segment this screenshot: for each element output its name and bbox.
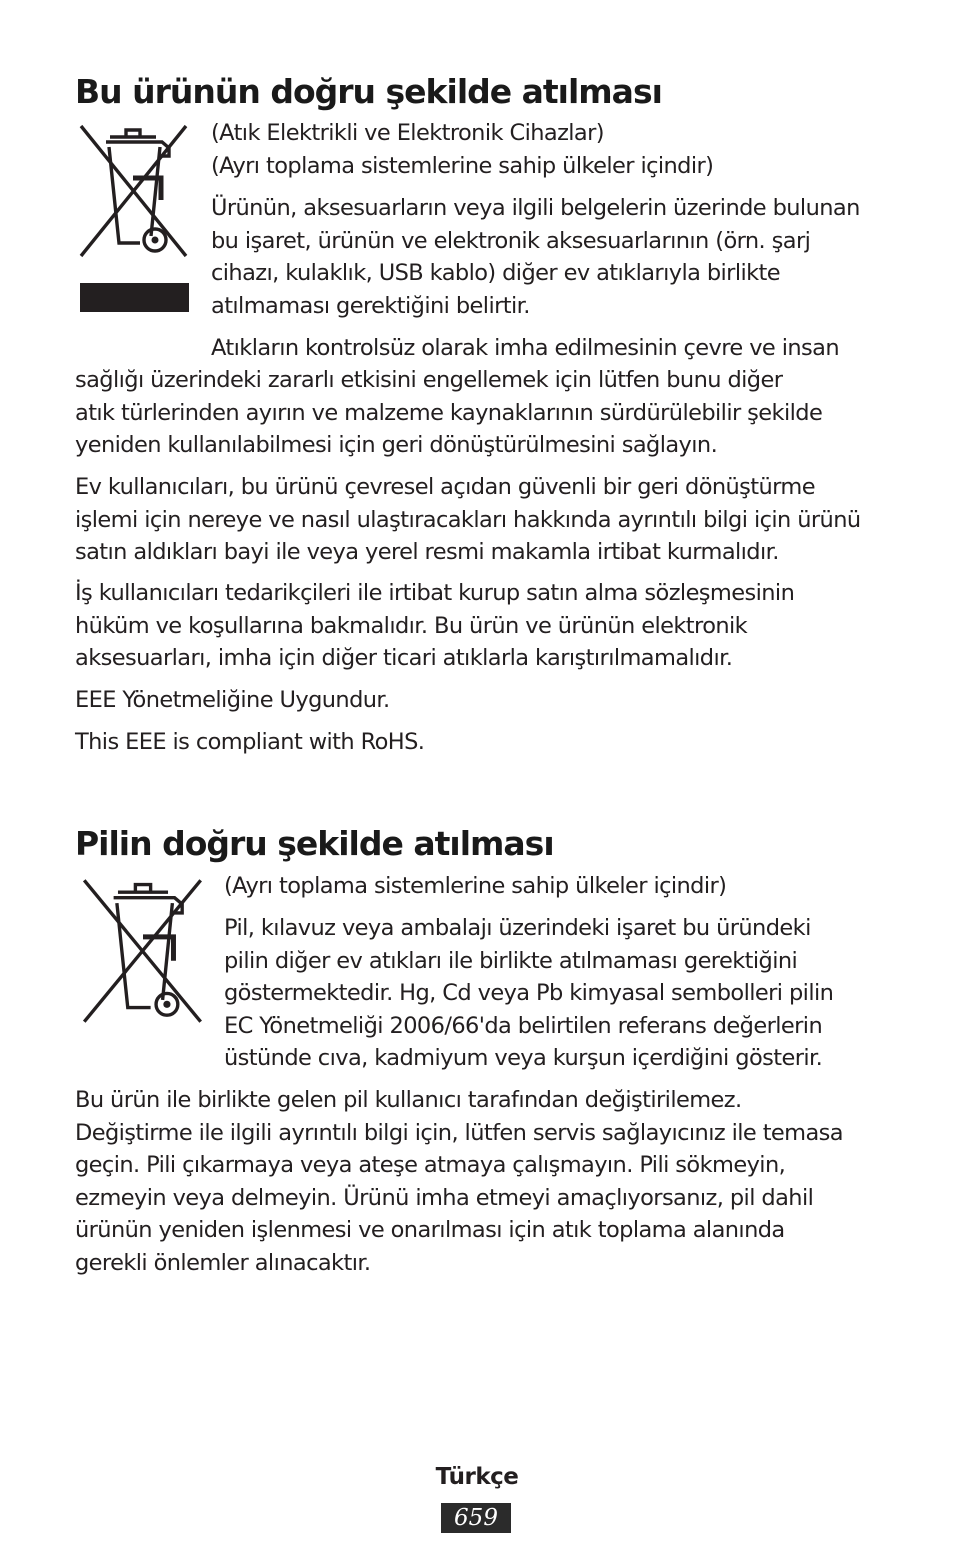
page-number-badge: 659 bbox=[441, 1503, 511, 1533]
weee-paragraph-3: İş kullanıcıları tedarikçileri ile irtibat kurup satın alma sözleşmesinin hüküm ve koşullarına bakmalıdır. Bu ürün ve ürünün elektronik aksesuarları, imha için diğer ticari atıklarla karıştırılmamalıdır. bbox=[75, 580, 795, 671]
footer-language-label: Türkçe bbox=[435, 1464, 519, 1490]
weee-paragraph-2: Ev kullanıcıları, bu ürünü çevresel açıdan güvenli bir geri dönüştürme işlemi için nereye ve nasıl ulaştıracakları hakkında ayrıntılı bilgi için ürünü satın aldıkları bayi ile veya yerel resmi makamla irtibat kurmalıdır. bbox=[75, 474, 861, 565]
battery-paragraph-1: Bu ürün ile birlikte gelen pil kullanıcı tarafından değiştirilemez. Değiştirme ile ilgili ayrıntılı bilgi için, lütfen servis sağlayıcınız ile temasa geçin. Pili çıkarmaya veya ateşe atmaya çalışmayın. Pili sökmeyin, ezmeyin veya delmeyin. Ürünü imha etmeyi amaçlıyorsanız, pil dahil ürünün yeniden işlenmesi ve onarılması için atık toplama alanında gerekli önlemler alınacaktır. bbox=[75, 1087, 843, 1276]
battery-symbol-text: Pil, kılavuz veya ambalajı üzerindeki işaret bu üründeki pilin diğer ev atıkları ile birlikte atılmaması gerektiğini göstermektedir. Hg, Cd veya Pb kimyasal sembolleri pilin EC Yönetmeliği 2006/66'da belirtilen referans değerlerin üstünde cıva, kadmiyum veya kurşun içerdiğini gösterir. bbox=[224, 915, 834, 1071]
weee-paragraph-1-first-line: Atıkların kontrolsüz olarak imha edilmesinin çevre ve insan bbox=[211, 335, 839, 361]
weee-paragraph-1: sağlığı üzerindeki zararlı etkisini engellemek için lütfen bunu diğer atık türlerinden ayırın ve malzeme kaynaklarının sürdürülebilir şekilde yeniden kullanılabilmesi için geri dönüştürülmesini sağlayın. bbox=[75, 367, 823, 458]
weee-symbol-text: Ürünün, aksesuarların veya ilgili belgelerin üzerinde bulunan bu işaret, ürünün ve elektronik aksesuarlarının (örn. şarj cihazı, kulaklık, USB kablo) diğer ev atıklarıyla birlikte atılmaması gerektiğini belirtir. bbox=[211, 195, 860, 319]
crossed-out-battery-bin-icon bbox=[76, 877, 210, 1025]
section-title-battery-disposal: Pilin doğru şekilde atılması bbox=[75, 824, 554, 863]
battery-intro-text: (Ayrı toplama sistemlerine sahip ülkeler içindir) bbox=[224, 873, 727, 899]
section-title-product-disposal: Bu ürünün doğru şekilde atılması bbox=[75, 72, 662, 111]
eee-compliance-text: EEE Yönetmeliğine Uygundur. bbox=[75, 687, 390, 713]
weee-intro-text: (Atık Elektrikli ve Elektronik Cihazlar) (Ayrı toplama sistemlerine sahip ülkeler içindir) bbox=[211, 120, 714, 179]
crossed-out-wheelie-bin-icon bbox=[76, 123, 190, 259]
rohs-compliance-text: This EEE is compliant with RoHS. bbox=[75, 729, 425, 755]
black-bar-icon bbox=[80, 283, 189, 312]
